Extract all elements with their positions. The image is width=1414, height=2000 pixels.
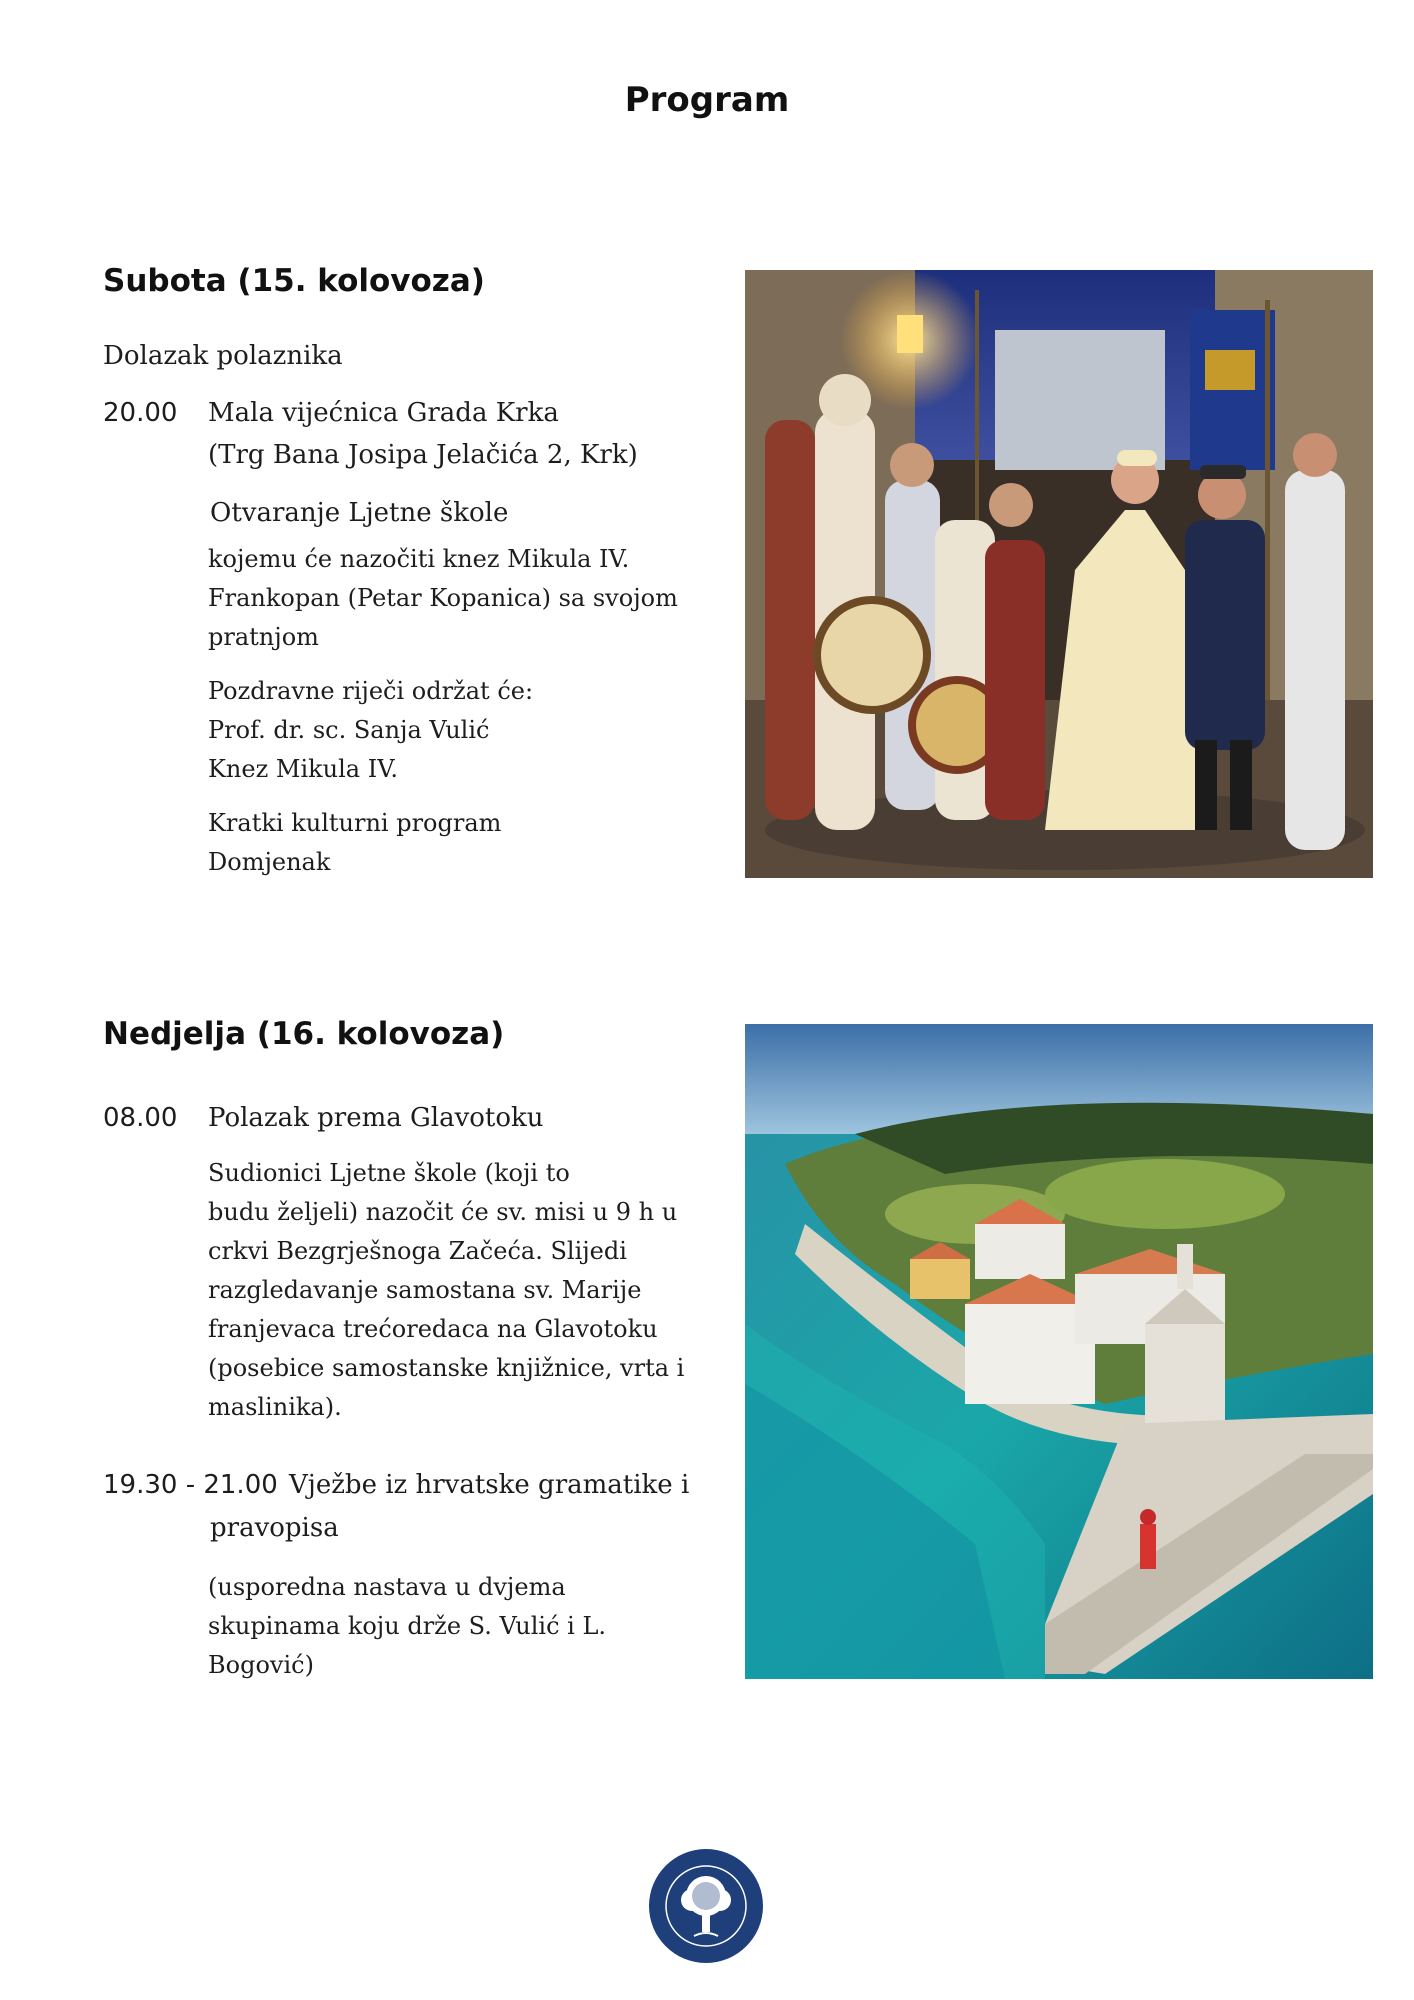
exercise-text: Vježbe iz hrvatske gramatike i <box>289 1470 690 1500</box>
page-title: Program <box>624 80 790 120</box>
description-line: franjevaca trećoredaca na Glavotoku <box>208 1315 658 1343</box>
monastery-photo <box>745 1024 1373 1679</box>
opening-text: Otvaranje Ljetne škole <box>210 498 509 528</box>
arrival-text: Dolazak polaznika <box>103 341 343 371</box>
saturday-time: 20.00 <box>103 398 178 428</box>
description-line: budu željeli) nazočit će sv. misi u 9 h u <box>208 1198 678 1226</box>
note-line: skupinama koju drže S. Vulić i L. <box>208 1612 607 1640</box>
description-line: (posebice samostanske knjižnice, vrta i <box>208 1354 685 1382</box>
description-line: razgledavanje samostana sv. Marije <box>208 1276 642 1304</box>
sunday-heading: Nedjelja (16. kolovoza) <box>103 1016 505 1052</box>
note-line: Bogović) <box>208 1651 314 1679</box>
presence-line: pratnjom <box>208 623 319 651</box>
note-line: (usporedna nastava u dvjema <box>208 1573 566 1601</box>
greetings-line: Knez Mikula IV. <box>208 755 398 783</box>
saturday-heading: Subota (15. kolovoza) <box>103 263 485 299</box>
description-line: Sudionici Ljetne škole (koji to <box>208 1159 570 1187</box>
tree-emblem <box>648 1848 764 1964</box>
procession-illustration <box>745 270 1373 878</box>
greetings-line: Pozdravne riječi održat će: <box>208 677 534 705</box>
exercise-text-continued: pravopisa <box>210 1513 339 1543</box>
presence-line: Frankopan (Petar Kopanica) sa svojom <box>208 584 678 612</box>
monastery-aerial-illustration <box>745 1024 1373 1679</box>
greetings-line: Prof. dr. sc. Sanja Vulić <box>208 716 490 744</box>
sunday-time-2: 19.30 - 21.00 <box>103 1470 278 1500</box>
departure-text: Polazak prema Glavotoku <box>208 1103 544 1133</box>
sunday-time-1: 08.00 <box>103 1103 178 1133</box>
description-line: crkvi Bezgrješnoga Začeća. Slijedi <box>208 1237 627 1265</box>
closing-line: Kratki kulturni program <box>208 809 502 837</box>
procession-photo <box>745 270 1373 878</box>
venue-text: Mala vijećnica Grada Krka <box>208 398 559 428</box>
closing-line: Domjenak <box>208 848 331 876</box>
address-text: (Trg Bana Josipa Jelačića 2, Krk) <box>208 440 638 470</box>
studia-croatica-logo <box>648 1848 764 1964</box>
presence-line: kojemu će nazočiti knez Mikula IV. <box>208 545 630 573</box>
description-line: maslinika). <box>208 1393 342 1421</box>
